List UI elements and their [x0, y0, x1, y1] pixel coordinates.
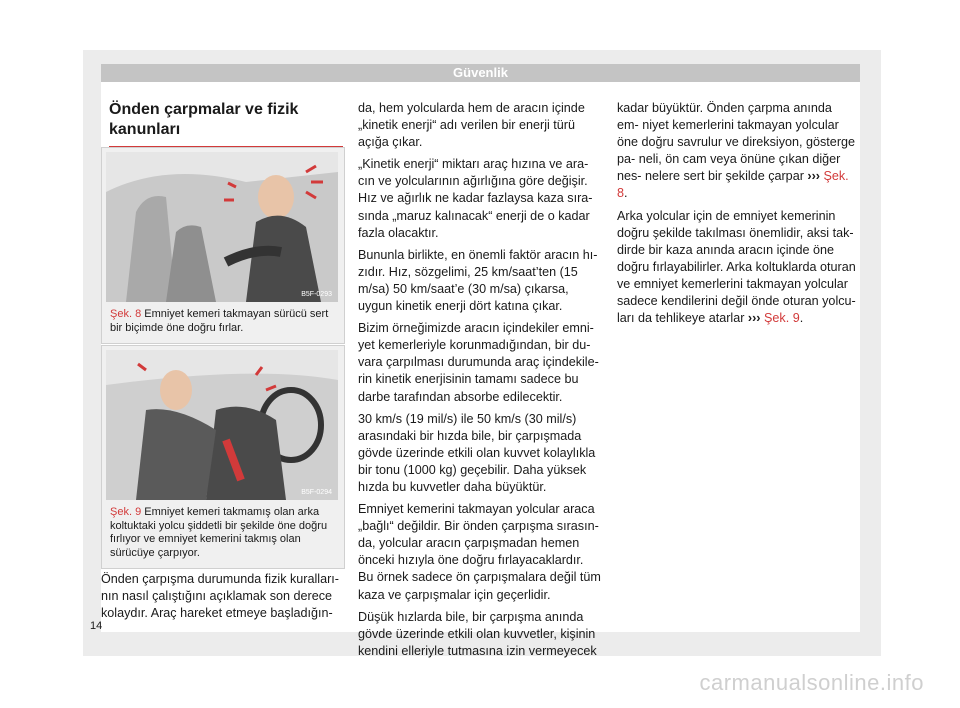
section-title: Önden çarpmalar ve fizik kanunları — [109, 100, 343, 147]
figure-8 — [101, 147, 345, 344]
paragraph-text: kadar büyüktür. Önden çarpma anında em- niyet kemerlerini takmayan yolcular öne doğru savrulur ve direksiyon, gösterge pa- neli, ön cam veya önüne çıkan diğer nes- nelere sert bir şekilde çarpar — [617, 101, 856, 184]
paragraph: kadar büyüktür. Önden çarpma anında em- niyet kemerlerini takmayan yolcular öne doğru savrulur ve direksiyon, gösterge pa- neli, ön cam veya önüne çıkan diğer nes- nelere sert bir şekilde çarpar ››› Şek. 8. — [617, 101, 856, 201]
paragraph-text: Arka yolcular için de emniyet kemerinin doğru şekilde takılması önemlidir, aksi tak- dirde bir kaza anında aracın içinde öne doğru fırlayabilirler. Arka koltuklarda oturan ve emniyet kemerlerini takmayan yolcular sadece kendilerini değil önde oturan yolcu- ları da tehlikeye atarlar — [617, 208, 856, 326]
figure-8-caption — [102, 302, 344, 343]
column-2 — [358, 100, 602, 665]
watermark: carmanualsonline.info — [699, 670, 924, 695]
figure-reference-link[interactable]: Şek. 8 — [617, 169, 849, 201]
page-number: 14 — [90, 620, 103, 632]
figure-code: B5F-0294 — [301, 489, 332, 496]
paragraph: „Kinetik enerji“ miktarı araç hızına ve ara- cın ve yolcularının ağırlığına göre değişir. Hız ve ağırlık ne kadar fazlaysa kaza sıra- sında „maruz kalınacak“ enerji de o kadar fazla olacaktır. — [358, 157, 593, 240]
caption-text: Emniyet kemeri takmayan sürücü sert bir biçimde öne doğru fırlar. — [110, 308, 329, 334]
driver-illustration — [106, 152, 338, 302]
paragraph: Bizim örneğimizde aracın içindekiler emni- yet kemerleriyle korunmadığından, bir du- vara çarpılması durumunda araç içindekile- rin kinetik enerjisinin tamamı sadece bu darbe tarafından absorbe edilecektir. — [358, 321, 599, 404]
paragraph: Önden çarpışma durumunda fizik kuralları- nın nasıl çalıştığını açıklamak son derece kolaydır. Araç hareket etmeye başladığın- — [101, 572, 339, 621]
column-3 — [617, 100, 857, 332]
paragraph: Emniyet kemerini takmayan yolcular araca „bağlı“ değildir. Bir önden çarpışma sırasın- da, yolcular aracın çarpışmadan hemen önceki hızıyla öne doğru fırlayacaklardır. Bu örnek sadece ön çarpışmalara değil tüm kaza ve çarpışmalar için geçerlidir. — [358, 502, 601, 602]
figure-9-caption — [102, 500, 344, 568]
figure-label: Şek. 8 — [110, 308, 142, 320]
caption-text: Emniyet kemeri takmamış olan arka koltuktaki yolcu şiddetli bir şekilde öne doğru fırlıyor ve emniyet kemerini takmış olan sürücüye çarpıyor. — [110, 506, 328, 559]
paragraph: 30 km/s (19 mil/s) ile 50 km/s (30 mil/s) arasındaki bir hızda bile, bir çarpışmada gövde üzerinde etkili olan kuvvet kolaylıkla bir tonu (1000 kg) geçebilir. Daha yüksek hızda bu kuvvetler daha büyüktür. — [358, 411, 596, 494]
column-1 — [101, 571, 345, 627]
figure-9 — [101, 345, 345, 569]
paragraph: Arka yolcular için de emniyet kemerinin doğru şekilde takılması önemlidir, aksi tak- dirde bir kaza anında aracın içinde öne doğru fırlayabilirler. Arka koltuklarda oturan ve emniyet kemerlerini takmayan yolcular sadece kendilerini değil önde oturan yolcu- ları da tehlikeye atarlar ››› Şek. 9. — [617, 208, 856, 326]
figure-8-image — [106, 152, 338, 302]
figure-reference-link[interactable]: Şek. 9 — [764, 311, 800, 326]
section-header: Güvenlik — [101, 64, 860, 82]
paragraph: Bununla birlikte, en önemli faktör aracın hı- zıdır. Hız, sözgelimi, 25 km/saat’ten (15 m/sa) 50 km/saat’e (30 m/sa) çıkarsa, uygun kinetik enerji dört katına çıkar. — [358, 247, 598, 314]
paragraph: Düşük hızlarda bile, bir çarpışma anında gövde üzerinde etkili olan kuvvetler, kişinin kendini elleriyle tutmasına izin vermeyecek — [358, 609, 597, 658]
figure-9-image — [106, 350, 338, 500]
paragraph: da, hem yolcularda hem de aracın içinde „kinetik enerji“ adı verilen bir enerji türü açığa çıkar. — [358, 101, 585, 150]
figure-label: Şek. 9 — [110, 506, 142, 518]
reference-arrows: ››› — [807, 169, 820, 184]
figure-code: B5F-0293 — [301, 291, 332, 298]
rear-passenger-illustration — [106, 350, 338, 500]
reference-arrows: ››› — [747, 311, 761, 326]
